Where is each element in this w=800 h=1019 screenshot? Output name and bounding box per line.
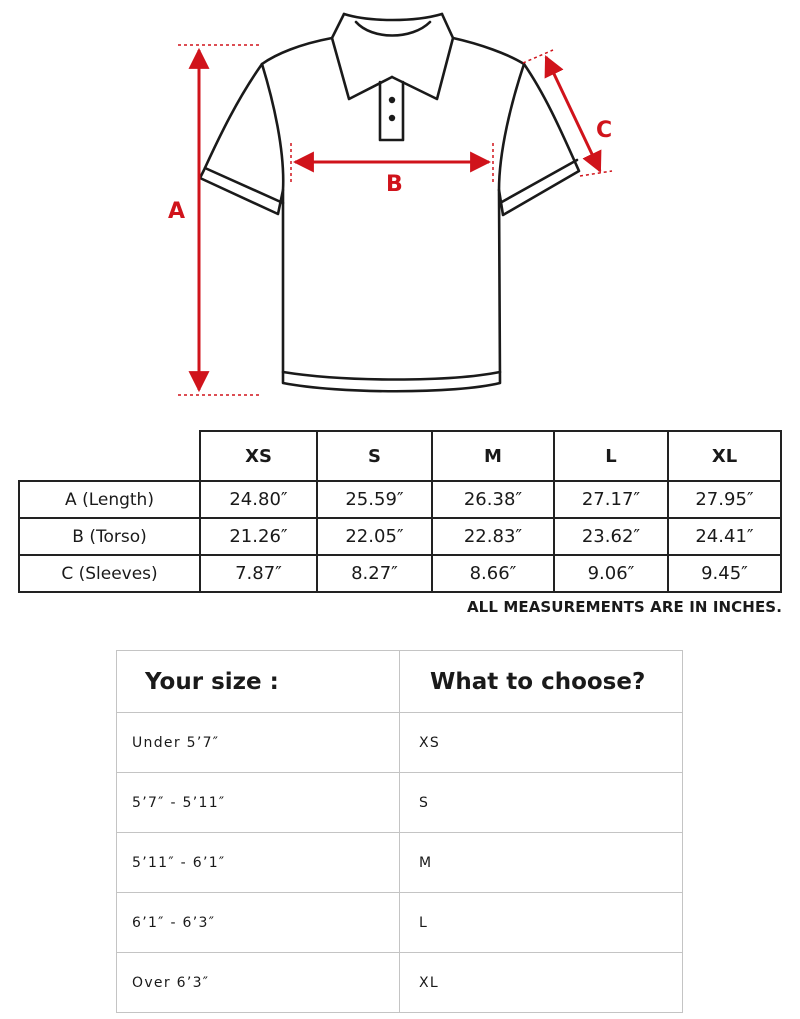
height-range: 6’1″ - 6’3″ [117,893,400,953]
dimension-c-label: C [596,118,613,143]
table-cell: 8.27″ [317,555,432,592]
height-range: 5’11″ - 6’1″ [117,833,400,893]
height-range: Over 6’3″ [117,953,400,1013]
table-cell: 8.66″ [432,555,554,592]
row-label-torso: B (Torso) [19,518,200,555]
table-row [117,773,683,833]
size-header-xl: XL [668,431,781,481]
recommended-size: L [400,893,683,953]
table-cell: 26.38″ [432,481,554,518]
button-top [389,97,395,103]
table-cell: 24.41″ [668,518,781,555]
recommended-size: S [400,773,683,833]
recommended-size: XS [400,713,683,773]
diagram-canvas [0,0,800,420]
dimension-c-bottom-guide [580,171,612,176]
table-corner [19,431,200,481]
table-cell: 23.62″ [554,518,668,555]
table-row [117,713,683,773]
table-cell: 7.87″ [200,555,317,592]
table-row [19,481,781,518]
table-cell: 27.17″ [554,481,668,518]
table-row [117,953,683,1013]
height-range: Under 5’7″ [117,713,400,773]
row-label-length: A (Length) [19,481,200,518]
dimension-c [523,50,612,176]
recommended-size: XL [400,953,683,1013]
height-range: 5’7″ - 5’11″ [117,773,400,833]
table-cell: 22.83″ [432,518,554,555]
measurements-header-row [19,431,781,481]
size-header-m: M [432,431,554,481]
recommended-size: M [400,833,683,893]
shirt-outline [200,14,579,391]
dimension-a-label: A [168,199,186,224]
table-cell: 9.45″ [668,555,781,592]
size-header-xs: XS [200,431,317,481]
what-to-choose-header: What to choose? [400,651,683,713]
table-cell: 21.26″ [200,518,317,555]
dimension-a [178,45,262,395]
table-row [117,833,683,893]
table-cell: 25.59″ [317,481,432,518]
table-cell: 22.05″ [317,518,432,555]
row-label-sleeves: C (Sleeves) [19,555,200,592]
table-cell: 24.80″ [200,481,317,518]
size-guide-table [116,650,683,1013]
table-cell: 9.06″ [554,555,668,592]
size-header-s: S [317,431,432,481]
shirt-buttons [389,97,395,121]
dimension-b-label: B [386,172,403,197]
size-header-l: L [554,431,668,481]
measurement-unit-note: ALL MEASUREMENTS ARE IN INCHES. [466,598,782,616]
polo-shirt-diagram [0,0,800,420]
table-cell: 27.95″ [668,481,781,518]
table-row [117,893,683,953]
measurements-table [18,430,782,593]
table-row [19,518,781,555]
button-bottom [389,115,395,121]
table-row [19,555,781,592]
your-size-header: Your size : [117,651,400,713]
size-guide-header-row [117,651,683,713]
